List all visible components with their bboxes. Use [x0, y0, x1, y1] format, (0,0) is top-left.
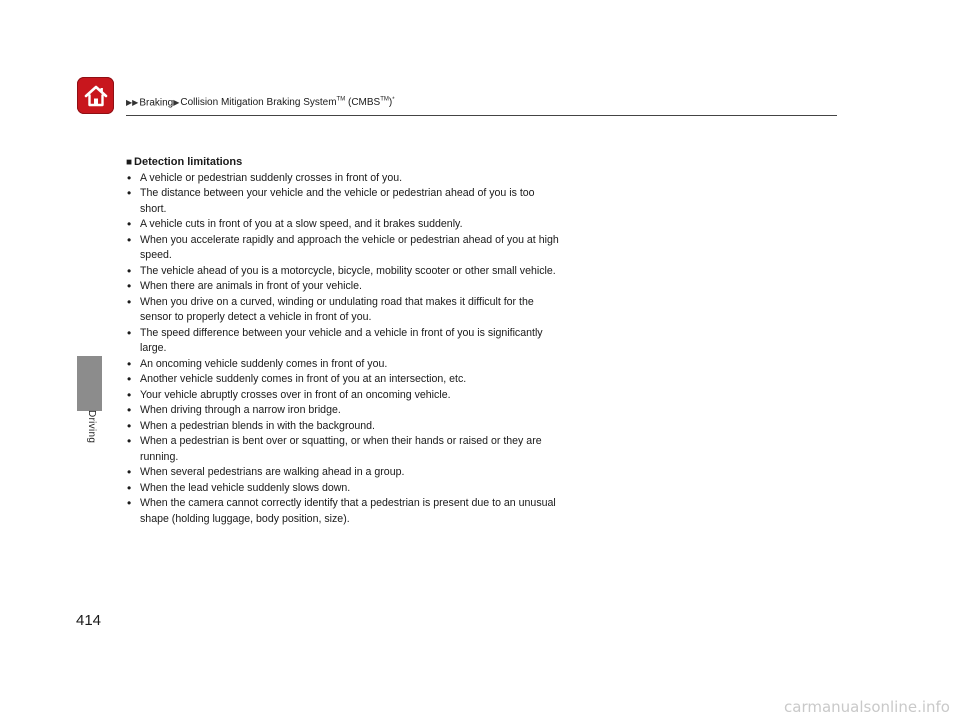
list-item-text: When you drive on a curved, winding or undulating road that makes it difficult for the sensor to properly detect a vehicle in front of you. [140, 295, 534, 323]
list-item [126, 186, 562, 217]
bullet-icon: • [127, 403, 132, 417]
list-item-text: When the lead vehicle suddenly slows down. [140, 481, 351, 494]
square-bullet-icon: ■ [126, 157, 133, 168]
list-item-text: Your vehicle abruptly crosses over in front of an oncoming vehicle. [140, 388, 451, 401]
bullet-icon: • [127, 496, 132, 510]
bullet-icon: • [127, 465, 132, 479]
list-item-text: When several pedestrians are walking ahead in a group. [140, 466, 405, 478]
breadcrumb-arrow-icon: ▶ [173, 98, 180, 108]
bullet-icon: • [127, 325, 132, 340]
bullet-icon: • [127, 217, 132, 231]
home-button[interactable] [77, 77, 114, 114]
bullet-icon: • [127, 294, 132, 309]
breadcrumb-link-braking[interactable]: Braking [139, 97, 174, 109]
section-side-label: Driving [86, 410, 97, 444]
list-item-text: Another vehicle suddenly comes in front of you at an intersection, etc. [140, 373, 467, 385]
bullet-icon: • [127, 232, 132, 247]
list-item-text: The distance between your vehicle and the vehicle or pedestrian ahead of you is too short. [140, 187, 535, 215]
list-item [126, 357, 562, 373]
bullet-icon: • [127, 279, 132, 293]
bullet-icon: • [127, 372, 132, 386]
list-item [126, 372, 562, 388]
main-content [126, 155, 562, 527]
bullet-icon: • [127, 480, 132, 495]
bullet-icon: • [127, 387, 132, 402]
list-item [126, 465, 562, 481]
list-item [126, 295, 562, 326]
list-item-text: The vehicle ahead of you is a motorcycle, bicycle, mobility scooter or other small vehicle. [140, 264, 556, 277]
home-icon [82, 82, 110, 110]
header-divider [126, 115, 837, 116]
list-item-text: When you accelerate rapidly and approach the vehicle or pedestrian ahead of you at high speed. [140, 233, 559, 261]
breadcrumb-link-cmbs[interactable]: Collision Mitigation Braking System™ (CMBS™) [180, 97, 393, 109]
section-tab[interactable] [77, 356, 102, 411]
list-item [126, 279, 562, 295]
list-item [126, 171, 562, 187]
list-item [126, 326, 562, 357]
list-item-text: When the camera cannot correctly identify that a pedestrian is present due to an unusual shape (holding luggage, body position, size). [140, 497, 556, 525]
list-item [126, 496, 562, 527]
page-number: 414 [76, 612, 102, 629]
list-item [126, 403, 562, 419]
list-item-text: A vehicle or pedestrian suddenly crosses in front of you. [140, 171, 403, 184]
watermark: carmanualsonline.info [784, 698, 950, 716]
bullet-icon: • [127, 263, 132, 278]
list-item-text: A vehicle cuts in front of you at a slow speed, and it brakes suddenly. [140, 218, 463, 230]
list-item [126, 217, 562, 233]
bullet-icon: • [127, 434, 132, 448]
breadcrumb-arrow-icon: ▶▶ [126, 98, 139, 108]
list-item [126, 388, 562, 404]
list-item [126, 434, 562, 465]
list-item-text: An oncoming vehicle suddenly comes in front of you. [140, 357, 388, 370]
list-item [126, 233, 562, 264]
list-item [126, 481, 562, 497]
list-item-text: When there are animals in front of your vehicle. [140, 280, 362, 292]
bullet-icon: • [127, 356, 132, 371]
detection-limitations-list [126, 171, 562, 528]
bullet-icon: • [127, 186, 132, 200]
option-asterisk: * [392, 97, 395, 103]
list-item-text: When a pedestrian is bent over or squatting, or when their hands or raised or they are running. [140, 435, 542, 463]
list-item [126, 419, 562, 435]
list-item-text: The speed difference between your vehicle and a vehicle in front of you is significantly large. [140, 326, 543, 354]
bullet-icon: • [127, 418, 132, 433]
bullet-icon: • [127, 170, 132, 185]
list-item [126, 264, 562, 280]
breadcrumb [126, 94, 395, 109]
section-heading: ■ Detection limitations [126, 156, 243, 168]
list-item-text: When a pedestrian blends in with the background. [140, 419, 375, 432]
list-item-text: When driving through a narrow iron bridge. [140, 404, 341, 416]
